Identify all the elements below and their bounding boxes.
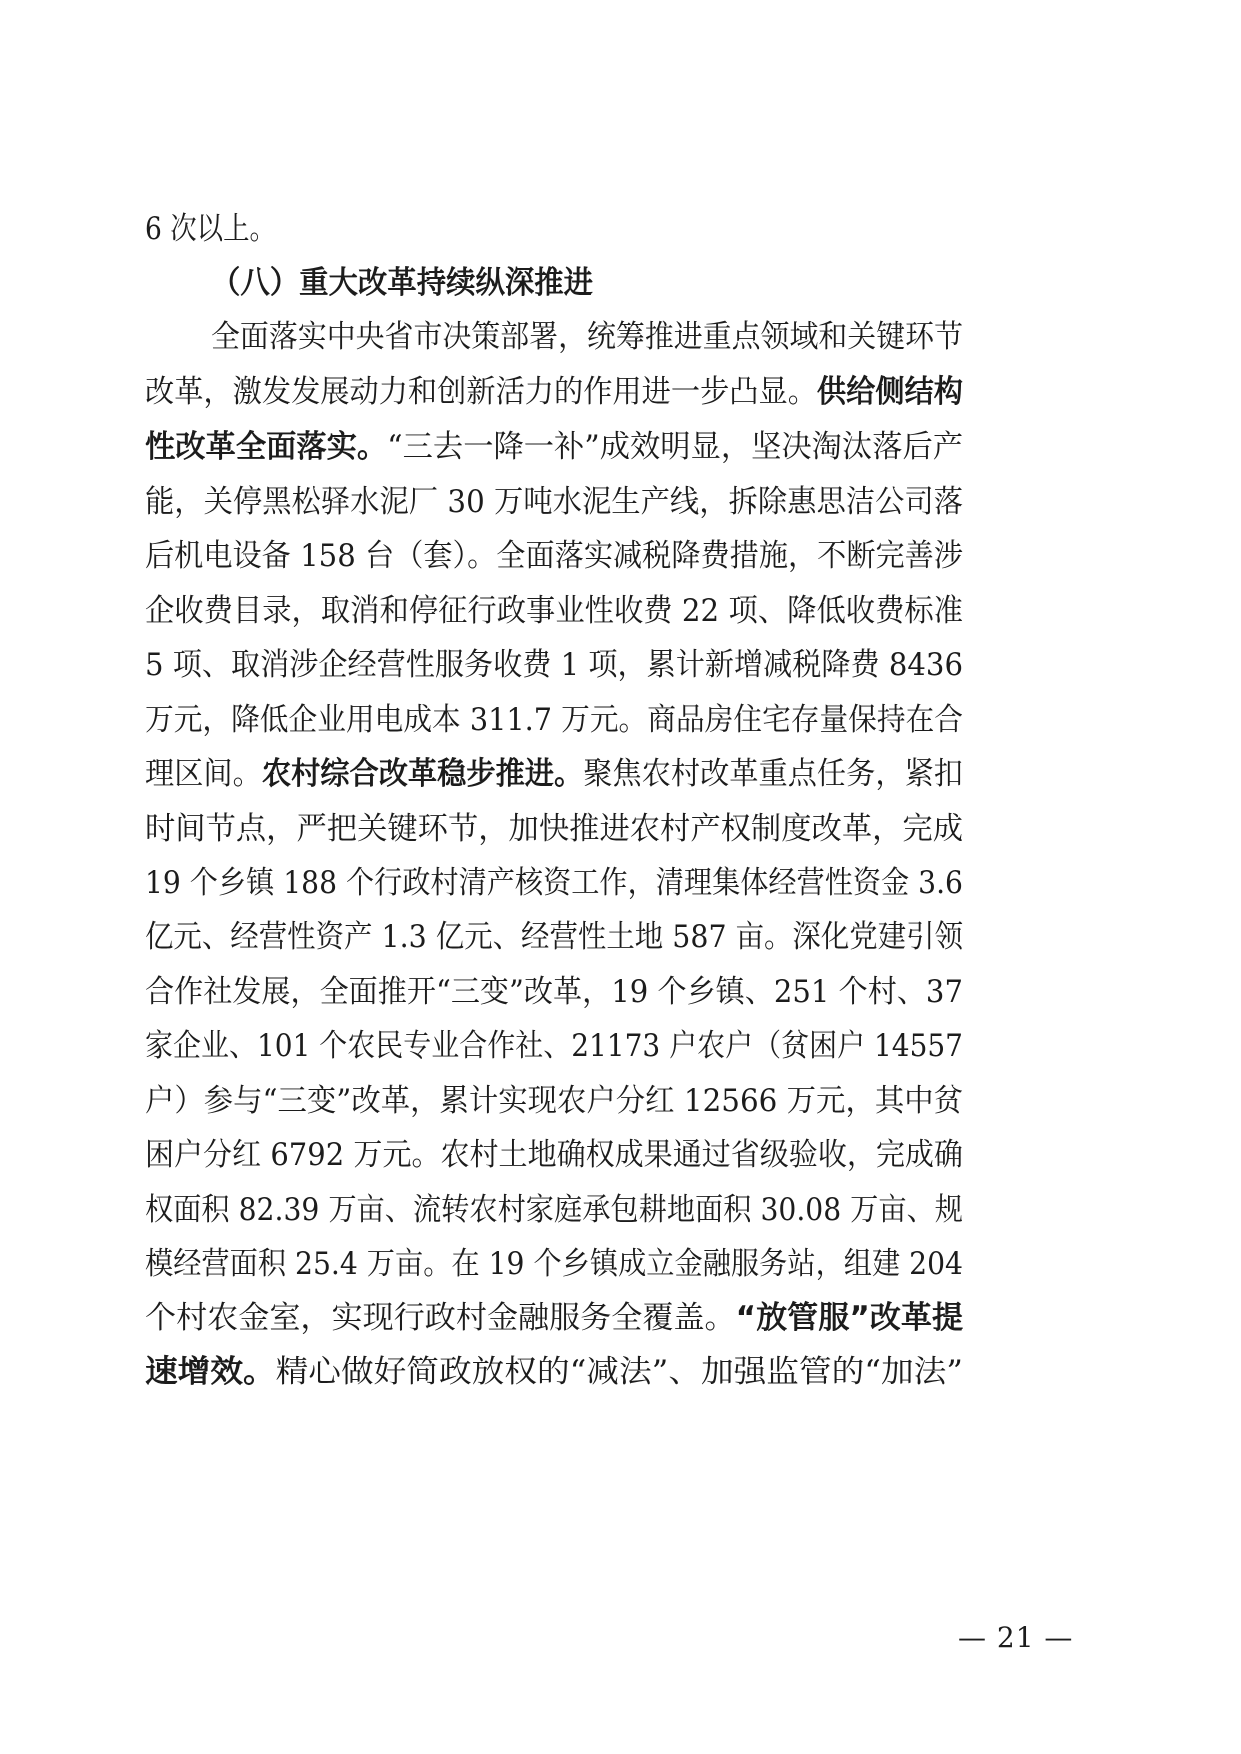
text-run: 模经营面积 25.4 万亩。在 19 个乡镇成立金融服务站，组建 204 — [145, 1246, 964, 1282]
text-run: 聚焦农村改革重点任务，紧扣 — [583, 756, 964, 792]
text-line — [145, 1192, 964, 1228]
text-line — [145, 1028, 963, 1064]
text-line — [145, 429, 964, 465]
text-run: 合作社发展，全面推开“三变”改革，19 个乡镇、251 个村、37 — [145, 974, 963, 1010]
text-line — [145, 865, 963, 901]
text-run: 困户分红 6792 万元。农村土地确权成果通过省级验收，完成确 — [145, 1137, 963, 1173]
text-run: 精心做好简政放权的“减法”、加强监管的“加法” — [275, 1354, 964, 1390]
text-run: 改革，激发发展动力和创新活力的作用进一步凸显。 — [145, 374, 817, 410]
text-line — [145, 538, 963, 574]
page-number: — 21 — — [958, 1621, 1074, 1654]
text-run: “三去一降一补”成效明显，坚决淘汰落后产 — [387, 429, 964, 465]
bold-phrase: （八）重大改革持续纵深推进 — [211, 265, 594, 301]
text-line — [145, 1137, 963, 1173]
text-line — [211, 319, 963, 355]
text-run: 5 项、取消涉企经营性服务收费 1 项，累计新增减税降费 8436 — [145, 647, 963, 683]
bold-phrase: 农村综合改革稳步推进。 — [261, 756, 584, 792]
text-line — [145, 1083, 963, 1119]
text-line — [145, 811, 964, 847]
text-line — [145, 211, 277, 247]
text-run: 户）参与“三变”改革，累计实现农户分红 12566 万元，其中贫 — [145, 1083, 963, 1119]
text-run: 家企业、101 个农民专业合作社、21173 户农户（贫困户 14557 — [145, 1028, 963, 1064]
text-line — [145, 919, 964, 955]
bold-phrase: 供给侧结构 — [816, 374, 964, 410]
text-run: 19 个乡镇 188 个行政村清产核资工作，清理集体经营性资金 3.6 — [145, 865, 963, 901]
text-line — [145, 1246, 964, 1282]
text-run: 亿元、经营性资产 1.3 亿元、经营性土地 587 亩。深化党建引领 — [145, 919, 964, 955]
text-line — [145, 702, 963, 738]
text-line — [145, 974, 963, 1010]
text-run: 时间节点，严把关键环节，加快推进农村产权制度改革，完成 — [145, 811, 964, 847]
text-run: 理区间。 — [145, 756, 262, 792]
text-run: 能，关停黑松驿水泥厂 30 万吨水泥生产线，拆除惠思洁公司落 — [145, 484, 964, 520]
text-run: 万元，降低企业用电成本 311.7 万元。商品房住宅存量保持在合 — [145, 702, 963, 738]
bold-phrase: 性改革全面落实。 — [145, 429, 388, 465]
text-run: 6 次以上。 — [145, 211, 277, 247]
text-line — [145, 647, 963, 683]
text-run: 后机电设备 158 台（套）。全面落实减税降费措施，不断完善涉 — [145, 538, 963, 574]
text-line — [145, 1300, 964, 1336]
text-run: 权面积 82.39 万亩、流转农村家庭承包耕地面积 30.08 万亩、规 — [145, 1192, 964, 1228]
text-line — [145, 374, 964, 410]
text-run: 企收费目录，取消和停征行政事业性收费 22 项、降低收费标准 — [145, 593, 964, 629]
text-line — [145, 1354, 964, 1390]
text-line — [145, 484, 964, 520]
text-line — [145, 756, 964, 792]
text-run: 全面落实中央省市决策部署，统筹推进重点领域和关键环节 — [211, 319, 963, 355]
text-line — [145, 593, 964, 629]
text-run: 个村农金室，实现行政村金融服务全覆盖。 — [145, 1300, 736, 1336]
bold-phrase: 速增效。 — [145, 1354, 276, 1390]
section-heading — [211, 265, 594, 301]
bold-phrase: “放管服”改革提 — [735, 1300, 964, 1336]
